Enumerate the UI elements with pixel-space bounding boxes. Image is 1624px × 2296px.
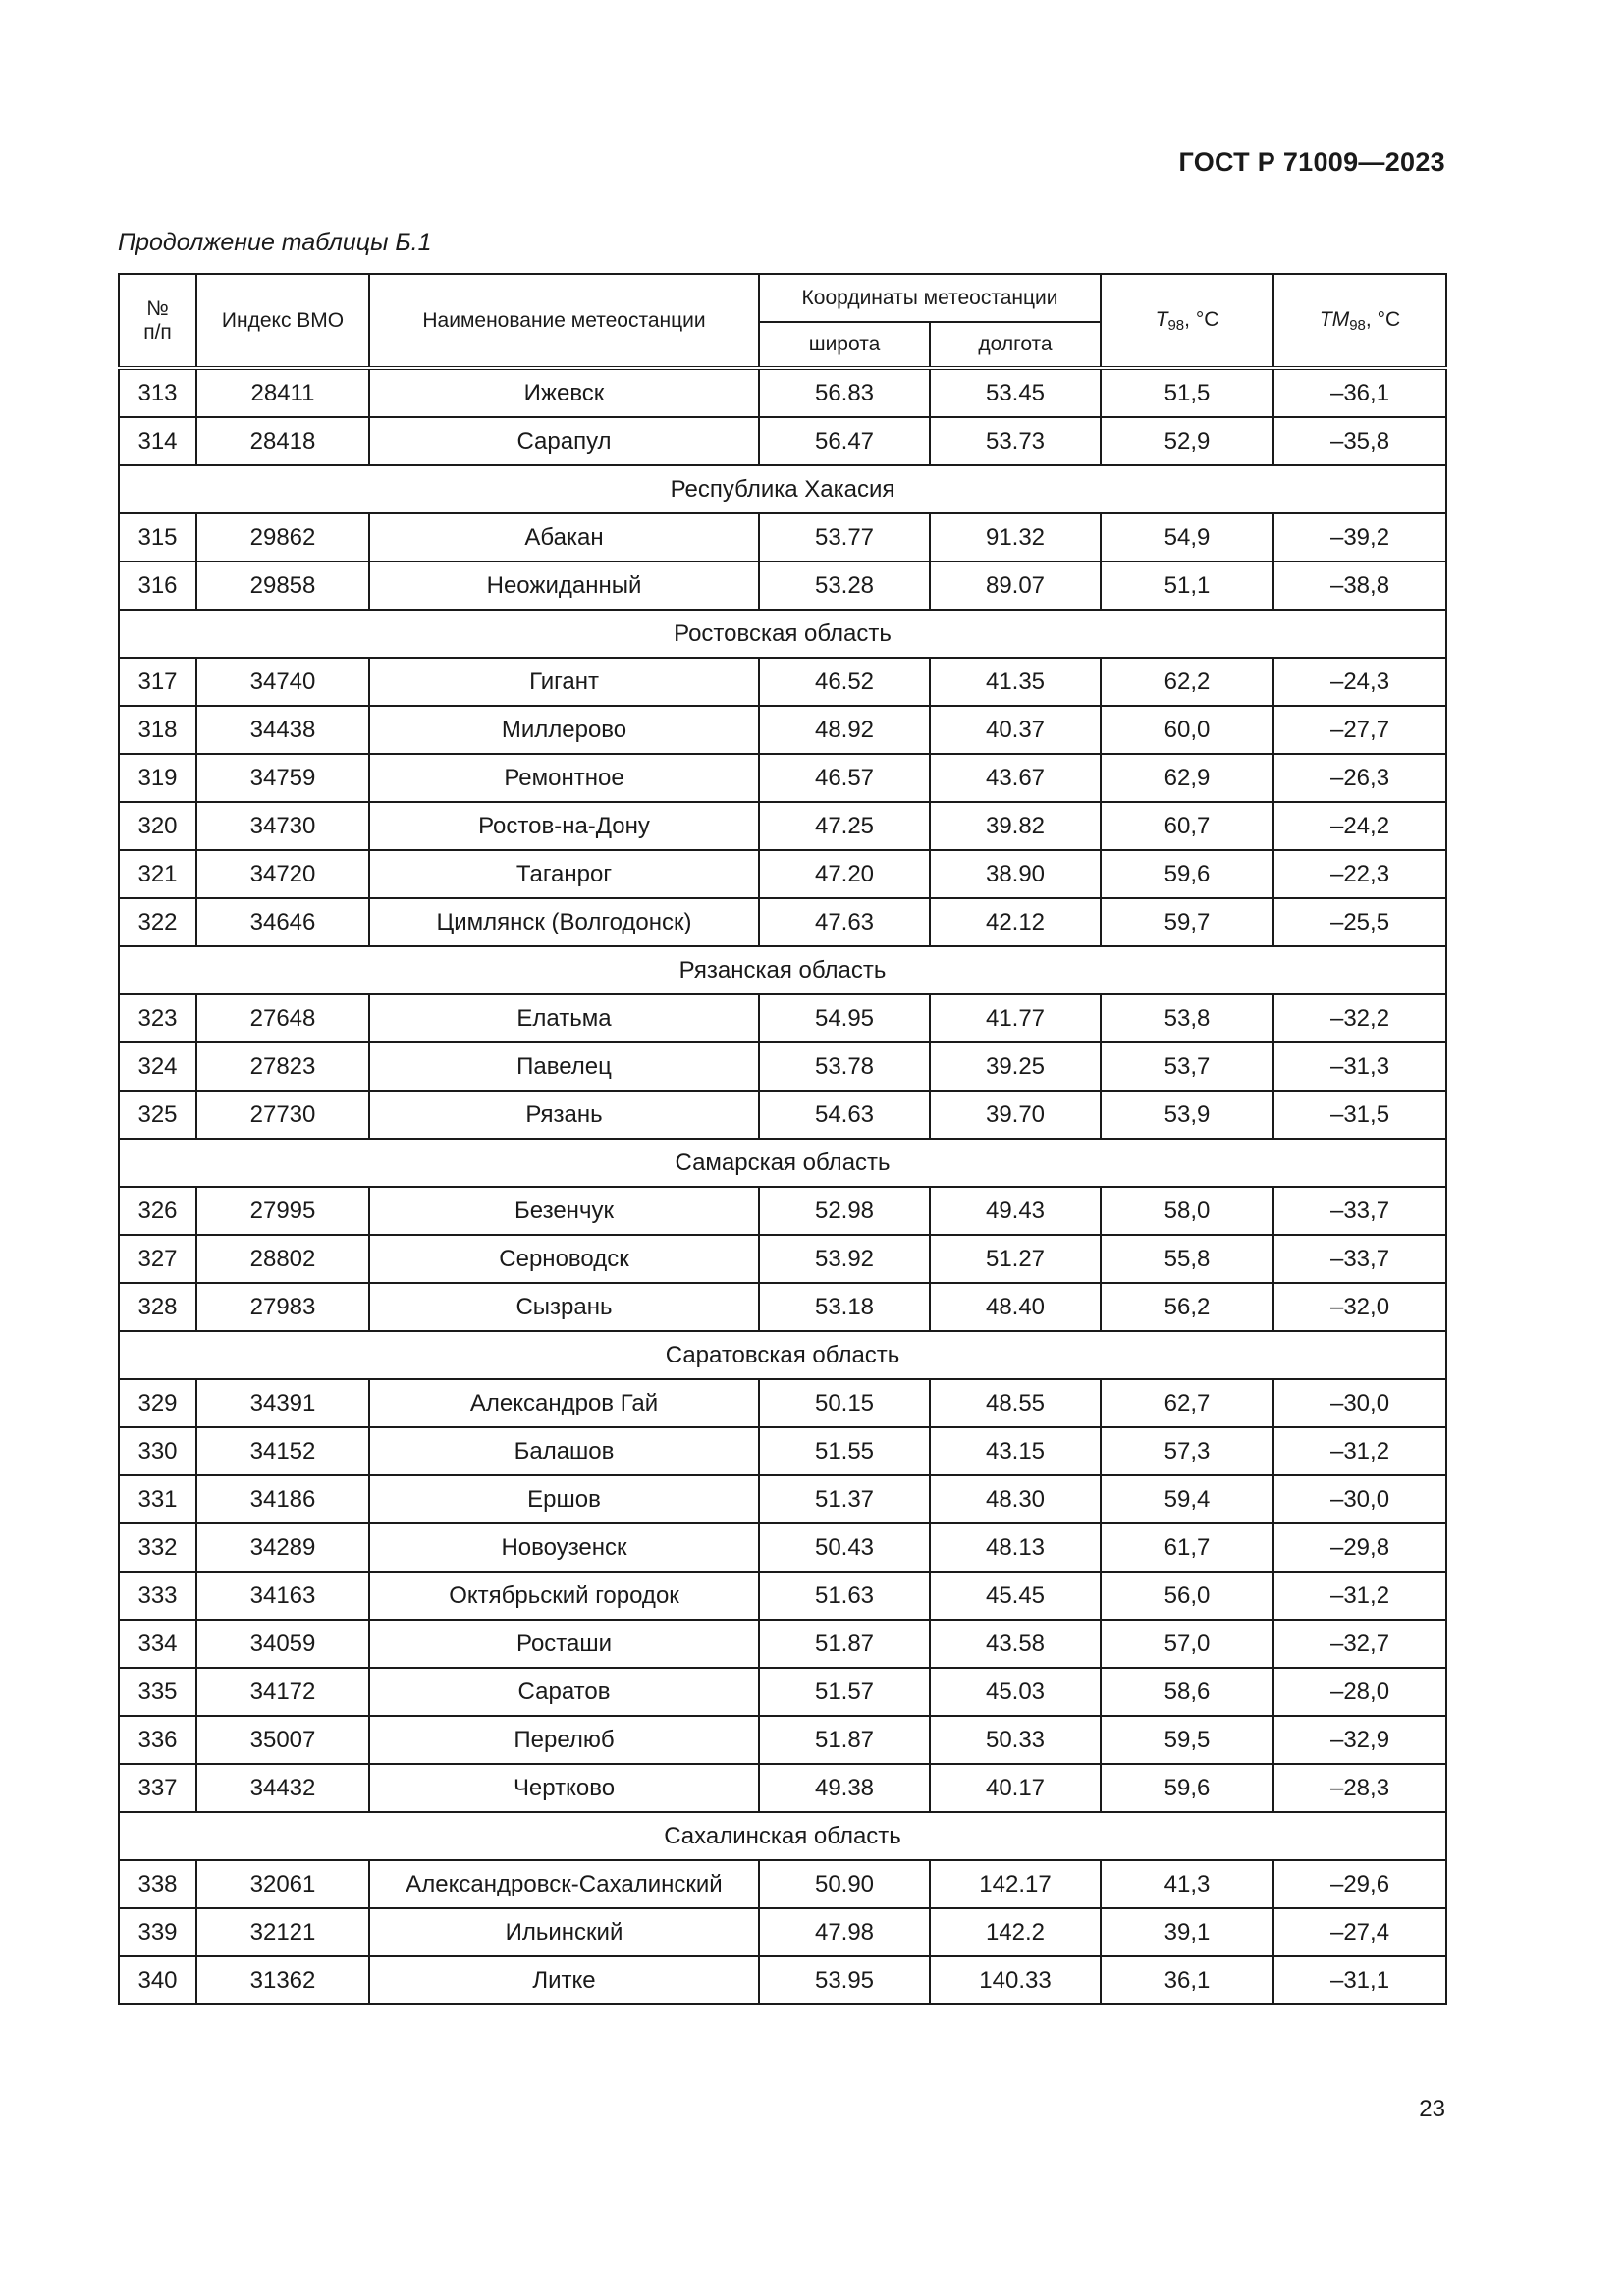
cell-station-name: Октябрьский городок [369,1572,759,1620]
cell-t98: 62,7 [1101,1379,1273,1427]
cell-latitude: 47.25 [759,802,930,850]
cell-latitude: 49.38 [759,1764,930,1812]
region-row [119,946,1446,994]
cell-t98: 36,1 [1101,1956,1273,2004]
cell-number: 319 [119,754,196,802]
cell-longitude: 53.45 [930,368,1101,417]
cell-station-name: Таганрог [369,850,759,898]
table-row [119,1475,1446,1523]
cell-number: 324 [119,1042,196,1091]
cell-longitude: 48.13 [930,1523,1101,1572]
table-row [119,1956,1446,2004]
table-row [119,1620,1446,1668]
t98-symbol: T [1155,307,1168,331]
cell-number: 314 [119,417,196,465]
cell-longitude: 48.30 [930,1475,1101,1523]
table-row [119,994,1446,1042]
cell-number: 327 [119,1235,196,1283]
cell-station-name: Ростов-на-Дону [369,802,759,850]
region-row [119,1139,1446,1187]
cell-wmo-index: 34172 [196,1668,369,1716]
cell-station-name: Ершов [369,1475,759,1523]
cell-longitude: 43.58 [930,1620,1101,1668]
cell-latitude: 53.92 [759,1235,930,1283]
cell-tm98: –25,5 [1273,898,1446,946]
cell-latitude: 50.90 [759,1860,930,1908]
column-header-wmo: Индекс ВМО [196,274,369,368]
table-row [119,658,1446,706]
cell-latitude: 51.87 [759,1716,930,1764]
tm98-symbol: TM [1319,307,1350,331]
region-name: Самарская область [119,1139,1446,1187]
cell-station-name: Литке [369,1956,759,2004]
column-header-latitude: широта [759,322,930,368]
t98-unit: , °C [1184,307,1219,331]
region-name: Республика Хакасия [119,465,1446,513]
cell-latitude: 47.63 [759,898,930,946]
table-caption: Продолжение таблицы Б.1 [118,229,432,256]
cell-station-name: Ильинский [369,1908,759,1956]
cell-latitude: 53.28 [759,561,930,610]
cell-latitude: 51.87 [759,1620,930,1668]
cell-latitude: 53.18 [759,1283,930,1331]
cell-number: 323 [119,994,196,1042]
cell-tm98: –29,8 [1273,1523,1446,1572]
cell-longitude: 43.67 [930,754,1101,802]
cell-number: 313 [119,368,196,417]
cell-wmo-index: 34186 [196,1475,369,1523]
cell-number: 330 [119,1427,196,1475]
cell-latitude: 53.77 [759,513,930,561]
column-header-station-name: Наименование метеостанции [369,274,759,368]
cell-tm98: –27,7 [1273,706,1446,754]
cell-station-name: Александровск-Сахалинский [369,1860,759,1908]
cell-wmo-index: 32121 [196,1908,369,1956]
cell-t98: 61,7 [1101,1523,1273,1572]
table-row [119,1860,1446,1908]
cell-tm98: –33,7 [1273,1187,1446,1235]
cell-wmo-index: 28411 [196,368,369,417]
cell-station-name: Павелец [369,1042,759,1091]
cell-tm98: –36,1 [1273,368,1446,417]
cell-wmo-index: 27995 [196,1187,369,1235]
page-number: 23 [1419,2096,1445,2122]
cell-longitude: 39.25 [930,1042,1101,1091]
table-body [119,368,1446,2004]
cell-latitude: 51.57 [759,1668,930,1716]
cell-wmo-index: 35007 [196,1716,369,1764]
cell-longitude: 38.90 [930,850,1101,898]
cell-latitude: 54.63 [759,1091,930,1139]
cell-tm98: –28,3 [1273,1764,1446,1812]
table-row [119,1283,1446,1331]
cell-station-name: Сызрань [369,1283,759,1331]
cell-t98: 62,2 [1101,658,1273,706]
region-name: Сахалинская область [119,1812,1446,1860]
cell-number: 326 [119,1187,196,1235]
cell-longitude: 48.55 [930,1379,1101,1427]
cell-number: 329 [119,1379,196,1427]
cell-wmo-index: 34759 [196,754,369,802]
cell-number: 317 [119,658,196,706]
cell-station-name: Росташи [369,1620,759,1668]
cell-t98: 55,8 [1101,1235,1273,1283]
cell-longitude: 49.43 [930,1187,1101,1235]
cell-latitude: 46.57 [759,754,930,802]
cell-longitude: 48.40 [930,1283,1101,1331]
cell-tm98: –28,0 [1273,1668,1446,1716]
stations-table [118,273,1447,2005]
cell-number: 338 [119,1860,196,1908]
cell-wmo-index: 34152 [196,1427,369,1475]
cell-longitude: 142.17 [930,1860,1101,1908]
cell-number: 321 [119,850,196,898]
cell-station-name: Сарапул [369,417,759,465]
cell-station-name: Новоузенск [369,1523,759,1572]
table-row [119,1427,1446,1475]
column-header-coordinates: Координаты метеостанции [759,274,1101,322]
cell-tm98: –24,2 [1273,802,1446,850]
cell-station-name: Саратов [369,1668,759,1716]
cell-wmo-index: 32061 [196,1860,369,1908]
cell-longitude: 50.33 [930,1716,1101,1764]
table-row [119,1379,1446,1427]
cell-longitude: 39.82 [930,802,1101,850]
table-row [119,850,1446,898]
cell-station-name: Гигант [369,658,759,706]
cell-t98: 52,9 [1101,417,1273,465]
cell-latitude: 51.37 [759,1475,930,1523]
cell-longitude: 41.77 [930,994,1101,1042]
cell-number: 328 [119,1283,196,1331]
cell-t98: 53,9 [1101,1091,1273,1139]
table-row [119,1187,1446,1235]
cell-t98: 53,8 [1101,994,1273,1042]
cell-wmo-index: 34289 [196,1523,369,1572]
cell-t98: 51,5 [1101,368,1273,417]
cell-station-name: Серноводск [369,1235,759,1283]
cell-wmo-index: 27823 [196,1042,369,1091]
cell-tm98: –29,6 [1273,1860,1446,1908]
region-row [119,610,1446,658]
table-row [119,754,1446,802]
cell-latitude: 51.63 [759,1572,930,1620]
cell-longitude: 39.70 [930,1091,1101,1139]
cell-latitude: 47.98 [759,1908,930,1956]
table-row [119,706,1446,754]
cell-t98: 60,7 [1101,802,1273,850]
region-row [119,1331,1446,1379]
cell-tm98: –27,4 [1273,1908,1446,1956]
cell-longitude: 142.2 [930,1908,1101,1956]
table-header [119,274,1446,368]
table-row [119,1716,1446,1764]
table-row [119,802,1446,850]
cell-number: 337 [119,1764,196,1812]
tm98-unit: , °C [1365,307,1401,331]
cell-tm98: –32,7 [1273,1620,1446,1668]
cell-number: 322 [119,898,196,946]
column-header-number [119,274,196,368]
cell-longitude: 45.03 [930,1668,1101,1716]
t98-subscript: 98 [1167,316,1185,334]
cell-number: 335 [119,1668,196,1716]
column-header-number-line1: № [146,296,169,320]
table-row [119,368,1446,417]
table-row [119,1764,1446,1812]
cell-station-name: Рязань [369,1091,759,1139]
cell-latitude: 56.83 [759,368,930,417]
cell-wmo-index: 34432 [196,1764,369,1812]
cell-t98: 57,3 [1101,1427,1273,1475]
cell-wmo-index: 34646 [196,898,369,946]
cell-tm98: –30,0 [1273,1379,1446,1427]
cell-wmo-index: 28802 [196,1235,369,1283]
region-name: Ростовская область [119,610,1446,658]
cell-tm98: –33,7 [1273,1235,1446,1283]
cell-longitude: 53.73 [930,417,1101,465]
table-row [119,1235,1446,1283]
cell-tm98: –31,2 [1273,1427,1446,1475]
cell-latitude: 53.95 [759,1956,930,2004]
tm98-subscript: 98 [1349,316,1366,334]
cell-t98: 56,0 [1101,1572,1273,1620]
cell-tm98: –35,8 [1273,417,1446,465]
cell-wmo-index: 31362 [196,1956,369,2004]
region-name: Рязанская область [119,946,1446,994]
cell-number: 340 [119,1956,196,2004]
cell-wmo-index: 34059 [196,1620,369,1668]
cell-station-name: Безенчук [369,1187,759,1235]
table-row [119,1042,1446,1091]
cell-number: 332 [119,1523,196,1572]
cell-longitude: 51.27 [930,1235,1101,1283]
cell-t98: 39,1 [1101,1908,1273,1956]
cell-t98: 59,4 [1101,1475,1273,1523]
cell-station-name: Ижевск [369,368,759,417]
cell-number: 334 [119,1620,196,1668]
cell-latitude: 50.15 [759,1379,930,1427]
cell-wmo-index: 34438 [196,706,369,754]
cell-number: 315 [119,513,196,561]
table-row [119,1523,1446,1572]
cell-longitude: 42.12 [930,898,1101,946]
cell-t98: 62,9 [1101,754,1273,802]
cell-number: 316 [119,561,196,610]
cell-longitude: 45.45 [930,1572,1101,1620]
table-row [119,513,1446,561]
cell-station-name: Перелюб [369,1716,759,1764]
cell-t98: 57,0 [1101,1620,1273,1668]
cell-t98: 59,7 [1101,898,1273,946]
cell-wmo-index: 27648 [196,994,369,1042]
cell-station-name: Балашов [369,1427,759,1475]
cell-wmo-index: 34391 [196,1379,369,1427]
table-row [119,1908,1446,1956]
cell-number: 333 [119,1572,196,1620]
column-header-t98 [1101,274,1273,368]
cell-latitude: 51.55 [759,1427,930,1475]
cell-tm98: –32,9 [1273,1716,1446,1764]
cell-wmo-index: 34720 [196,850,369,898]
table-row [119,561,1446,610]
cell-latitude: 54.95 [759,994,930,1042]
cell-latitude: 48.92 [759,706,930,754]
cell-number: 318 [119,706,196,754]
cell-latitude: 46.52 [759,658,930,706]
cell-longitude: 140.33 [930,1956,1101,2004]
cell-latitude: 56.47 [759,417,930,465]
cell-wmo-index: 29862 [196,513,369,561]
cell-wmo-index: 34163 [196,1572,369,1620]
cell-number: 325 [119,1091,196,1139]
cell-station-name: Неожиданный [369,561,759,610]
cell-tm98: –32,0 [1273,1283,1446,1331]
cell-number: 331 [119,1475,196,1523]
cell-longitude: 41.35 [930,658,1101,706]
cell-tm98: –22,3 [1273,850,1446,898]
cell-tm98: –31,3 [1273,1042,1446,1091]
column-header-longitude: долгота [930,322,1101,368]
cell-station-name: Ремонтное [369,754,759,802]
cell-t98: 51,1 [1101,561,1273,610]
cell-t98: 59,6 [1101,1764,1273,1812]
cell-wmo-index: 27730 [196,1091,369,1139]
cell-latitude: 47.20 [759,850,930,898]
cell-latitude: 50.43 [759,1523,930,1572]
cell-tm98: –26,3 [1273,754,1446,802]
document-code: ГОСТ Р 71009—2023 [1178,147,1445,177]
cell-station-name: Абакан [369,513,759,561]
cell-station-name: Александров Гай [369,1379,759,1427]
cell-wmo-index: 27983 [196,1283,369,1331]
cell-wmo-index: 29858 [196,561,369,610]
cell-latitude: 52.98 [759,1187,930,1235]
cell-tm98: –32,2 [1273,994,1446,1042]
cell-longitude: 40.17 [930,1764,1101,1812]
column-header-tm98 [1273,274,1446,368]
cell-tm98: –39,2 [1273,513,1446,561]
cell-wmo-index: 34730 [196,802,369,850]
cell-number: 336 [119,1716,196,1764]
column-header-number-line2: п/п [143,320,172,344]
cell-t98: 58,6 [1101,1668,1273,1716]
table-row [119,1091,1446,1139]
cell-tm98: –31,5 [1273,1091,1446,1139]
cell-latitude: 53.78 [759,1042,930,1091]
cell-t98: 59,6 [1101,850,1273,898]
cell-t98: 58,0 [1101,1187,1273,1235]
cell-longitude: 91.32 [930,513,1101,561]
table-row [119,898,1446,946]
cell-t98: 56,2 [1101,1283,1273,1331]
cell-longitude: 43.15 [930,1427,1101,1475]
cell-tm98: –31,1 [1273,1956,1446,2004]
cell-tm98: –30,0 [1273,1475,1446,1523]
table-row [119,1572,1446,1620]
cell-t98: 54,9 [1101,513,1273,561]
cell-wmo-index: 28418 [196,417,369,465]
cell-longitude: 89.07 [930,561,1101,610]
region-name: Саратовская область [119,1331,1446,1379]
table-row [119,1668,1446,1716]
cell-tm98: –38,8 [1273,561,1446,610]
region-row [119,1812,1446,1860]
cell-station-name: Цимлянск (Волгодонск) [369,898,759,946]
cell-station-name: Чертково [369,1764,759,1812]
cell-tm98: –31,2 [1273,1572,1446,1620]
cell-station-name: Миллерово [369,706,759,754]
cell-tm98: –24,3 [1273,658,1446,706]
cell-t98: 53,7 [1101,1042,1273,1091]
cell-t98: 60,0 [1101,706,1273,754]
cell-wmo-index: 34740 [196,658,369,706]
cell-longitude: 40.37 [930,706,1101,754]
cell-t98: 59,5 [1101,1716,1273,1764]
cell-t98: 41,3 [1101,1860,1273,1908]
region-row [119,465,1446,513]
table-row [119,417,1446,465]
cell-station-name: Елатьма [369,994,759,1042]
cell-number: 320 [119,802,196,850]
cell-number: 339 [119,1908,196,1956]
